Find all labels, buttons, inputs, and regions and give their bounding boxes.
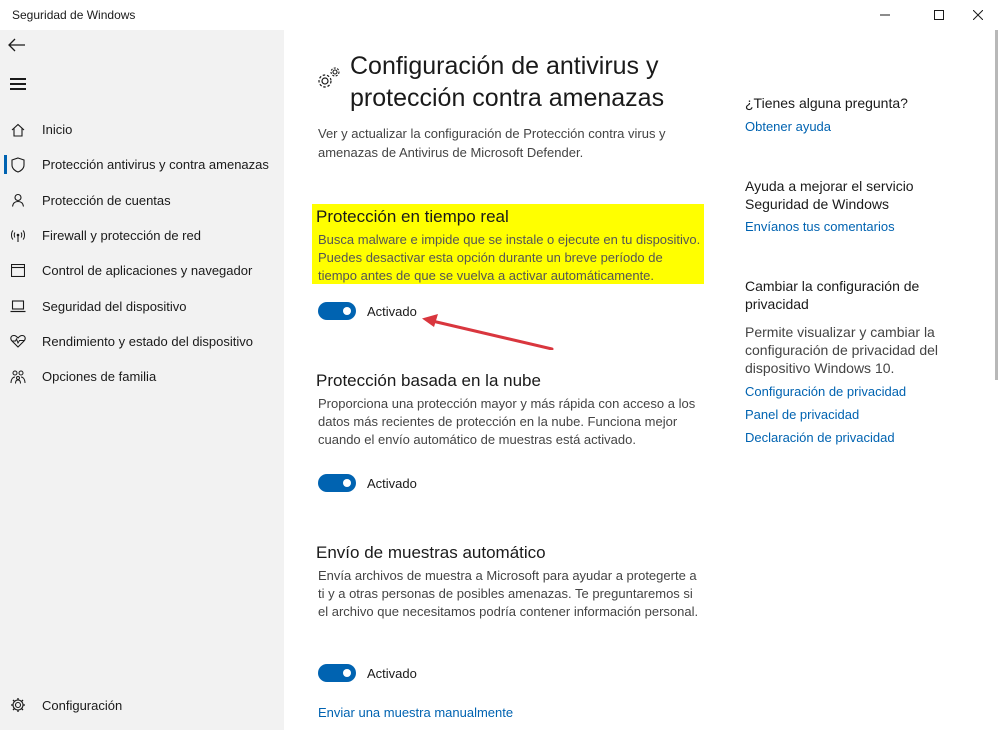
sidebar-item-label: Protección antivirus y contra amenazas <box>42 157 269 173</box>
browser-icon <box>10 263 26 279</box>
antenna-icon <box>10 228 26 244</box>
feedback-link[interactable]: Envíanos tus comentarios <box>745 219 895 234</box>
back-arrow-icon <box>8 38 26 52</box>
help-link[interactable]: Obtener ayuda <box>745 119 832 134</box>
toggle-label: Activado <box>367 303 417 319</box>
sidebar-item-inicio[interactable] <box>0 112 284 147</box>
toggle-label: Activado <box>367 665 417 681</box>
window-title: Seguridad de Windows <box>12 8 136 22</box>
privacy-statement-link[interactable]: Declaración de privacidad <box>745 430 895 445</box>
family-icon <box>10 369 26 385</box>
maximize-icon <box>934 10 944 20</box>
hamburger-menu-icon[interactable] <box>10 78 26 90</box>
privacy-settings-link[interactable]: Configuración de privacidad <box>745 384 907 399</box>
section-heading: Protección basada en la nube <box>316 371 541 390</box>
sidebar-item-label: Configuración <box>42 698 123 713</box>
section-text: Proporciona una protección mayor y más rápida con acceso a los datos más recientes de protección en la nube. Funciona mejor cuando el envío automático de muestras está activado. <box>318 396 696 447</box>
realtime-protection-toggle[interactable] <box>318 302 356 320</box>
sidebar-item-rendimiento[interactable] <box>0 324 284 359</box>
sidebar-item-label: Protección de cuentas <box>42 192 171 208</box>
privacy-heading: Cambiar la configuración de privacidad <box>745 278 920 312</box>
sidebar-item-label: Control de aplicaciones y navegador <box>42 263 253 279</box>
section-text: Busca malware e impide que se instale o ejecute en tu dispositivo. Puedes desactivar esta opción durante un breve período de tiempo antes de que se vuelva a activar automáticamente. <box>318 232 701 283</box>
sidebar-item-cuentas[interactable] <box>0 183 284 218</box>
privacy-text: Permite visualizar y cambiar la configuración de privacidad del dispositivo Windows 10. <box>745 324 939 376</box>
sidebar-item-aplicaciones[interactable] <box>0 253 284 288</box>
sidebar-item-label: Seguridad del dispositivo <box>42 298 187 314</box>
section-tiempo-real <box>312 204 704 284</box>
main-content <box>284 30 704 730</box>
red-arrow-annotation <box>414 310 564 350</box>
question-heading: ¿Tienes alguna pregunta? <box>745 95 908 111</box>
title-bar <box>0 0 1000 30</box>
close-icon <box>973 10 983 20</box>
section-muestras <box>312 542 704 621</box>
sidebar-item-label: Rendimiento y estado del dispositivo <box>42 333 254 349</box>
minimize-icon <box>880 10 890 20</box>
improve-heading: Ayuda a mejorar el servicio Seguridad de Windows <box>745 178 914 212</box>
sidebar-item-label: Opciones de familia <box>42 369 157 385</box>
privacy-dashboard-link[interactable]: Panel de privacidad <box>745 407 860 422</box>
sidebar-item-label: Firewall y protección de red <box>42 228 201 244</box>
page-description: Ver y actualizar la configuración de Protección contra virus y amenazas de Antivirus de Microsoft Defender. <box>318 126 666 160</box>
sidebar-item-firewall[interactable] <box>0 218 284 253</box>
page-title: Configuración de antivirus y protección contra amenazas <box>350 52 665 112</box>
minimize-button[interactable] <box>862 0 908 30</box>
cloud-protection-toggle[interactable] <box>318 474 356 492</box>
sidebar-item-familia[interactable] <box>0 359 284 394</box>
sidebar-item-label: Inicio <box>42 122 73 138</box>
person-icon <box>10 192 26 208</box>
scrollbar[interactable] <box>995 30 998 380</box>
gears-icon <box>316 66 342 92</box>
sidebar-nav <box>0 112 284 394</box>
toggle-row-tiempo-real <box>318 301 417 321</box>
section-nube <box>312 370 704 449</box>
sidebar-item-configuracion[interactable] <box>0 690 284 720</box>
close-button[interactable] <box>955 0 1000 30</box>
submit-sample-link[interactable]: Enviar una muestra manualmente <box>318 705 514 720</box>
sidebar-item-antivirus[interactable] <box>0 147 284 182</box>
toggle-row-muestras <box>318 663 417 683</box>
toggle-label: Activado <box>367 475 417 491</box>
section-text: Envía archivos de muestra a Microsoft para ayudar a protegerte a ti y a otras personas de posibles amenazas. Te preguntaremos si el archivo que necesitamos podría contener información personal. <box>318 568 699 619</box>
sidebar <box>0 30 284 730</box>
sample-submission-toggle[interactable] <box>318 664 356 682</box>
home-icon <box>10 122 26 138</box>
back-button[interactable] <box>8 38 28 54</box>
shield-icon <box>10 157 26 173</box>
toggle-row-nube <box>318 473 417 493</box>
section-heading: Protección en tiempo real <box>316 207 509 226</box>
heart-icon <box>10 333 26 349</box>
section-heading: Envío de muestras automático <box>316 543 546 562</box>
laptop-icon <box>10 298 26 314</box>
sidebar-item-dispositivo[interactable] <box>0 288 284 323</box>
gear-icon <box>10 697 26 713</box>
